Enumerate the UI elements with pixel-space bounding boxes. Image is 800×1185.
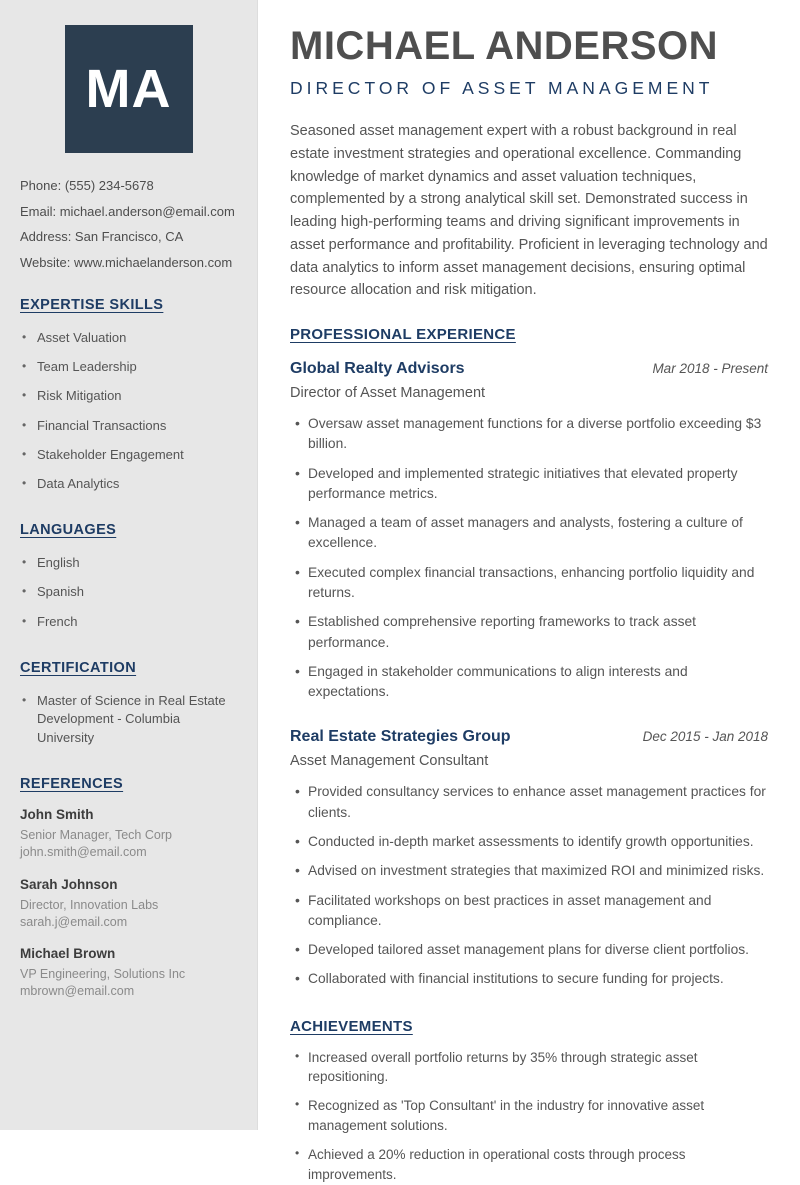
- job-bullet-list: [290, 414, 768, 702]
- job-bullet: • Managed a team of asset managers and analysts, fostering a culture of excellence.: [290, 513, 768, 554]
- job-bullet: • Established comprehensive reporting frameworks to track asset performance.: [290, 612, 768, 653]
- job-bullet: • Executed complex financial transactions, enhancing portfolio liquidity and returns.: [290, 563, 768, 604]
- contact-address: Address: San Francisco, CA: [20, 229, 184, 244]
- skills-section-title: EXPERTISE SKILLS: [20, 296, 164, 313]
- monogram-initials: MA: [85, 59, 172, 119]
- reference-name: Michael Brown: [20, 946, 116, 962]
- job-header: [290, 728, 768, 746]
- job-bullet: • Conducted in-depth market assessments to identify growth opportunities.: [290, 832, 768, 852]
- job-header: [290, 360, 768, 378]
- skill-item: • Data Analytics: [20, 475, 237, 494]
- job-dates: Dec 2015 - Jan 2018: [642, 729, 768, 745]
- summary-paragraph: Seasoned asset management expert with a robust background in real estate investment strategies and operational excellence. Commanding knowledge of market dynamics and asset valuation techniques, complemented by a strong analytical skill set. Demonstrated success in leading high-performing teams and driving significant improvements in asset performance and profitability. Proficient in leveraging technology and data analytics to inform asset management decisions, ensuring optimal resource allocation and risk mitigation.: [290, 123, 768, 299]
- job-bullet: • Developed tailored asset management plans for diverse client portfolios.: [290, 940, 768, 960]
- language-item: • English: [20, 554, 237, 573]
- skill-item: • Team Leadership: [20, 358, 237, 377]
- certification-list: [20, 692, 237, 749]
- job-bullet: • Oversaw asset management functions for a diverse portfolio exceeding $3 billion.: [290, 414, 768, 455]
- skill-item: • Stakeholder Engagement: [20, 446, 237, 465]
- reference-email: sarah.j@email.com: [20, 914, 128, 929]
- reference-role: VP Engineering, Solutions Inc: [20, 967, 186, 982]
- achievement-bullet: • Achieved a 20% reduction in operational costs through process improvements.: [290, 1145, 768, 1185]
- person-job-title: DIRECTOR OF ASSET MANAGEMENT: [290, 78, 714, 98]
- contact-email: Email: michael.anderson@email.com: [20, 203, 235, 219]
- language-item: • Spanish: [20, 583, 237, 602]
- person-name: MICHAEL ANDERSON: [290, 24, 719, 68]
- reference-name: Sarah Johnson: [20, 876, 118, 892]
- skill-item: • Risk Mitigation: [20, 387, 237, 406]
- contact-website: Website: www.michaelanderson.com: [20, 254, 233, 270]
- skill-item: • Asset Valuation: [20, 329, 237, 348]
- job-bullet-list: [290, 782, 768, 989]
- reference-entry: [20, 807, 237, 862]
- reference-entry: [20, 877, 237, 932]
- skill-item: • Financial Transactions: [20, 417, 237, 436]
- monogram-avatar: [65, 25, 193, 153]
- skills-list: [20, 329, 237, 495]
- sidebar: [0, 0, 258, 1130]
- experience-section-title: PROFESSIONAL EXPERIENCE: [290, 326, 516, 343]
- languages-list: [20, 554, 237, 632]
- job-bullet: • Advised on investment strategies that maximized ROI and minimized risks.: [290, 861, 768, 881]
- achievements-section-title: ACHIEVEMENTS: [290, 1017, 413, 1035]
- reference-email: john.smith@email.com: [20, 845, 147, 860]
- job-role: Director of Asset Management: [290, 385, 486, 401]
- achievement-bullet: • Increased overall portfolio returns by 35% through strategic asset repositioning.: [290, 1048, 768, 1088]
- job-company: Real Estate Strategies Group: [290, 728, 511, 746]
- achievement-bullet: • Recognized as 'Top Consultant' in the industry for innovative asset management solutions.: [290, 1096, 768, 1136]
- contact-phone: Phone: (555) 234-5678: [20, 178, 154, 193]
- reference-entry: [20, 946, 237, 1001]
- job-bullet: • Facilitated workshops on best practices in asset management and compliance.: [290, 891, 768, 932]
- job-bullet: • Collaborated with financial institutions to secure funding for projects.: [290, 969, 768, 989]
- reference-role: Director, Innovation Labs: [20, 897, 159, 912]
- main-content: [258, 0, 800, 1182]
- job-role: Asset Management Consultant: [290, 753, 489, 770]
- job-company: Global Realty Advisors: [290, 360, 465, 377]
- job-entry: [290, 360, 768, 702]
- reference-role: Senior Manager, Tech Corp: [20, 828, 172, 843]
- languages-section-title: LANGUAGES: [20, 522, 117, 539]
- contact-info: [20, 179, 237, 269]
- achievements-list: [290, 1048, 768, 1185]
- job-dates: Mar 2018 - Present: [652, 361, 768, 376]
- job-bullet: • Developed and implemented strategic initiatives that elevated property performance metrics.: [290, 464, 768, 505]
- language-item: • French: [20, 613, 237, 632]
- reference-name: John Smith: [20, 807, 94, 823]
- job-bullet: • Engaged in stakeholder communications to align interests and expectations.: [290, 662, 768, 703]
- certification-section-title: CERTIFICATION: [20, 659, 137, 676]
- reference-email: mbrown@email.com: [20, 984, 135, 999]
- certification-item: • Master of Science in Real Estate Development - Columbia University: [20, 692, 237, 749]
- references-section-title: REFERENCES: [20, 776, 124, 793]
- job-bullet: • Provided consultancy services to enhance asset management practices for clients.: [290, 782, 768, 823]
- job-entry: [290, 728, 768, 989]
